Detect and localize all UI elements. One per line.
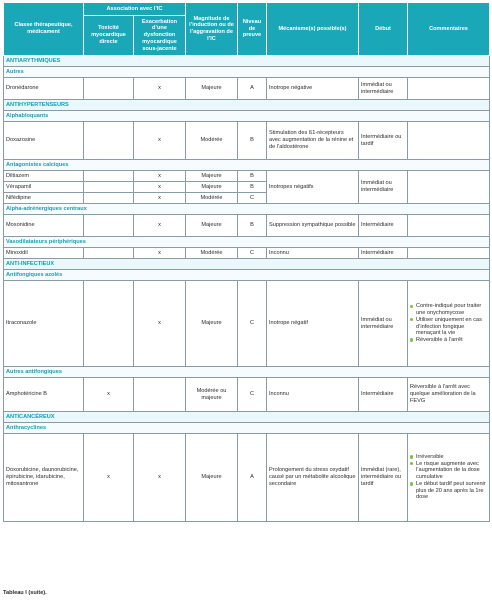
drug-name: Amphotéricine B	[4, 378, 84, 412]
magnitude: Modérée	[186, 122, 238, 160]
subsection-central-alpha: Alpha-adrénergiques centraux	[4, 204, 490, 215]
table-row	[4, 281, 490, 367]
subsection-alpha-blockers: Alphabloquants	[4, 111, 490, 122]
subsection-antiarrhythmic-other: Autres	[4, 67, 490, 78]
drug-name: Moxonidine	[4, 215, 84, 237]
mechanism: Stimulation des ß1-récepteurs avec augmentation de la rénine et de l’aldostérone	[267, 122, 359, 160]
mechanism: Inotropes négatifs	[267, 171, 359, 204]
col-header-class: Classe thérapeutique, médicament	[4, 3, 84, 56]
onset: Immédiat (rare), intermédiaire ou tardif	[359, 434, 408, 522]
magnitude: Majeure	[186, 171, 238, 182]
comment-item: Le début tardif peut survenir plus de 20 ans après la 1re dose	[410, 481, 487, 501]
drug-name: Itraconazole	[4, 281, 84, 367]
evidence-level: B	[238, 171, 267, 182]
table-row	[4, 171, 490, 182]
magnitude: Majeure	[186, 78, 238, 100]
evidence-level: C	[238, 248, 267, 259]
evidence-level: A	[238, 434, 267, 522]
evidence-level: C	[238, 378, 267, 412]
evidence-level: B	[238, 182, 267, 193]
evidence-level: B	[238, 122, 267, 160]
subsection-vasodilators: Vasodilatateurs périphériques	[4, 237, 490, 248]
onset: Intermédiaire	[359, 215, 408, 237]
col-header-onset: Début	[359, 3, 408, 56]
toxicity-mark: x	[84, 378, 134, 412]
mechanism: Prolongement du stress oxydatif causé par un métabolite alcoolique secondaire	[267, 434, 359, 522]
comment-item: Le risque augmente avec l’augmentation de la dose cumulative	[410, 461, 487, 481]
evidence-level: C	[238, 193, 267, 204]
mechanism: Suppression sympathique possible	[267, 215, 359, 237]
col-header-level: Niveau de preuve	[238, 3, 267, 56]
mechanism: Inconnu	[267, 378, 359, 412]
col-header-association: Association avec l’IC	[84, 3, 186, 16]
magnitude: Majeure	[186, 434, 238, 522]
subsection-azole-antifungals: Antifongiques azolés	[4, 270, 490, 281]
magnitude: Majeure	[186, 182, 238, 193]
magnitude: Modérée	[186, 248, 238, 259]
mechanism: Inconnu	[267, 248, 359, 259]
mechanism: Inotrope négative	[267, 78, 359, 100]
onset: Immédiat ou intermédiaire	[359, 78, 408, 100]
drug-name: Dronédarone	[4, 78, 84, 100]
table-caption: Tableau I (suite).	[3, 590, 47, 596]
drug-name: Vérapamil	[4, 182, 84, 193]
magnitude: Majeure	[186, 215, 238, 237]
onset: Intermédiaire	[359, 378, 408, 412]
col-header-comments: Commentaires	[408, 3, 490, 56]
table-row	[4, 78, 490, 100]
onset: Immédiat ou intermédiaire	[359, 171, 408, 204]
evidence-level: C	[238, 281, 267, 367]
exacerbation-mark: x	[134, 193, 186, 204]
magnitude: Majeure	[186, 281, 238, 367]
table-row	[4, 434, 490, 522]
drug-name: Nifédipine	[4, 193, 84, 204]
comment-item: Utiliser uniquement en cas d’infection fongique menaçant la vie	[410, 317, 487, 337]
subsection-anthracyclines: Anthracyclines	[4, 423, 490, 434]
exacerbation-mark: x	[134, 78, 186, 100]
exacerbation-mark: x	[134, 434, 186, 522]
comment-item: Contre-indiqué pour traiter une onychomycose	[410, 303, 487, 316]
onset: Intermédiaire	[359, 248, 408, 259]
onset: Intermédiaire ou tardif	[359, 122, 408, 160]
exacerbation-mark: x	[134, 248, 186, 259]
comment-item: Réversible à l’arrêt	[410, 337, 487, 344]
subsection-other-antifungals: Autres antifongiques	[4, 367, 490, 378]
table-row	[4, 122, 490, 160]
section-anti-infective: ANTI-INFECTIEUX	[4, 259, 490, 270]
exacerbation-mark: x	[134, 182, 186, 193]
magnitude: Modérée ou majeure	[186, 378, 238, 412]
section-anticancer: ANTICANCÉREUX	[4, 412, 490, 423]
comments	[408, 281, 490, 367]
subsection-calcium-antagonists: Antagonistes calciques	[4, 160, 490, 171]
col-header-exacerbation: Exacerbation d’une dysfonction myocardique sous-jacente	[134, 16, 186, 56]
table-row	[4, 248, 490, 259]
exacerbation-mark: x	[134, 215, 186, 237]
comments	[408, 434, 490, 522]
evidence-level: A	[238, 78, 267, 100]
comment-item: Irréversible	[410, 454, 487, 461]
toxicity-mark: x	[84, 434, 134, 522]
section-antiarrhythmic: ANTIARYTHMIQUES	[4, 56, 490, 67]
section-antihypertensive: ANTIHYPERTENSEURS	[4, 100, 490, 111]
mechanism: Inotrope négatif	[267, 281, 359, 367]
magnitude: Modérée	[186, 193, 238, 204]
drug-name: Doxorubicine, daunorubicine, épirubicine, idarubicine, mitoxantrone	[4, 434, 84, 522]
col-header-toxicity: Toxicité myocardique directe	[84, 16, 134, 56]
drug-name: Diltiazem	[4, 171, 84, 182]
col-header-mechanism: Mécanisme(s) possible(s)	[267, 3, 359, 56]
table-row	[4, 215, 490, 237]
exacerbation-mark: x	[134, 281, 186, 367]
evidence-level: B	[238, 215, 267, 237]
col-header-magnitude: Magnitude de l’induction ou de l’aggravation de l’IC	[186, 3, 238, 56]
table-row	[4, 378, 490, 412]
onset: Immédiat ou intermédiaire	[359, 281, 408, 367]
drug-name: Minoxidil	[4, 248, 84, 259]
comments: Réversible à l’arrêt avec quelque amélioration de la FEVG	[408, 378, 490, 412]
exacerbation-mark: x	[134, 171, 186, 182]
drug-name: Doxazosine	[4, 122, 84, 160]
exacerbation-mark: x	[134, 122, 186, 160]
drug-heart-failure-table	[3, 2, 490, 522]
